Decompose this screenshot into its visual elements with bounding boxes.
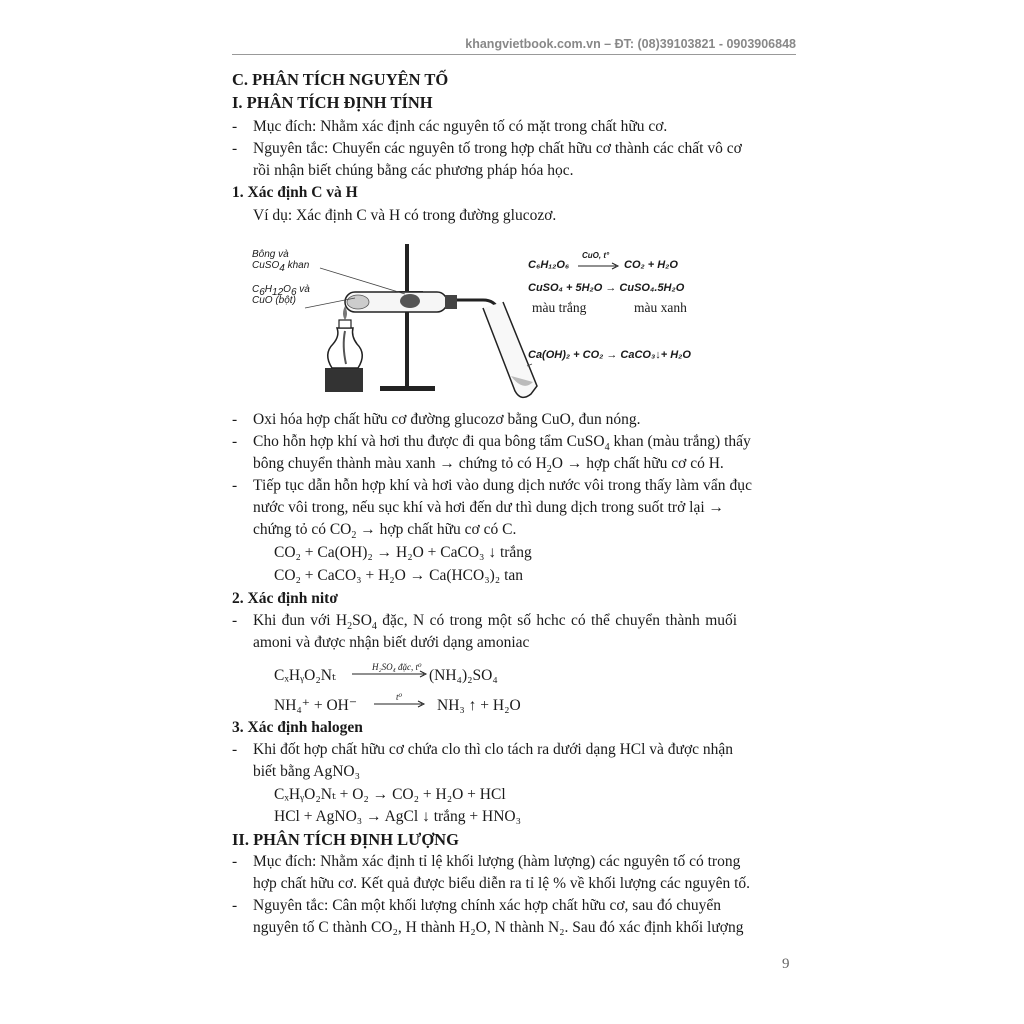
reaction-1-condition: CuO, t° (582, 251, 610, 260)
halogen-line-2: biết bằng AgNO₃ (253, 763, 361, 780)
nitrogen-line-1: Khi đun với $H_2SO_4$ đặc, N có trong một số hchc có thể chuyển thành muối (253, 612, 738, 633)
label-blue: màu xanh (634, 300, 687, 315)
gas-line-2: bông chuyển thành màu xanh → chứng tỏ có $H_2O$ → hợp chất hữu cơ có H. (253, 455, 724, 476)
burner-base (325, 368, 363, 392)
example-line: Ví dụ: Xác định C và H có trong đường glucozơ. (253, 207, 557, 224)
bullet-dash: - (232, 897, 238, 914)
quant-principle-2: nguyên tố C thành CO₂, H thành H₂O, N thành N₂. Sau đó xác định khối lượng (253, 919, 744, 936)
reaction-1-products: CO₂ + H₂O (624, 259, 678, 271)
equation-2: CO₂ + CaCO₃ + H₂O → Ca(HCO₃)₂ tan (274, 567, 523, 584)
lime-line-3: chứng tỏ có $CO_2$ → hợp chất hữu cơ có C. (253, 521, 517, 542)
bullet-dash: - (232, 433, 238, 450)
page-number: 9 (782, 956, 790, 972)
section-c-heading: C. PHÂN TÍCH NGUYÊN TỐ (232, 70, 449, 89)
reaction-2: CuSO₄ + 5H₂O → CuSO₄.5H₂O (528, 282, 685, 294)
section-i-heading: I. PHÂN TÍCH ĐỊNH TÍNH (232, 93, 433, 112)
quant-purpose-2: hợp chất hữu cơ. Kết quả được biểu diễn ra tỉ lệ % về khối lượng các nguyên tố. (253, 875, 751, 892)
nitrogen-eq-1-left: CₓHᵧO₂Nₜ (274, 667, 336, 684)
sample-mix (347, 295, 369, 309)
quant-principle-1: Nguyên tắc: Cân một khối lượng chính xác hợp chất hữu cơ, sau đó chuyển (253, 897, 721, 914)
cotton-cuso4 (400, 294, 420, 308)
principle-line-2: rồi nhận biết chúng bằng các phương pháp hóa học. (253, 162, 574, 179)
bullet-dash: - (232, 411, 238, 428)
page-header: khangvietbook.com.vn – ĐT: (08)39103821 - 0903906848 (465, 37, 796, 51)
equation-1: CO₂ + Ca(OH)₂ → H₂O + CaCO₃ ↓ trắng (274, 544, 532, 561)
nitrogen-line-2: amoni và được nhận biết dưới dạng amoniac (253, 634, 530, 651)
bullet-dash: - (232, 853, 238, 870)
subsection-2-heading: 2. Xác định nitơ (232, 590, 338, 607)
purpose-line: Mục đích: Nhằm xác định các nguyên tố có mặt trong chất hữu cơ. (253, 118, 668, 135)
lime-line-2: nước vôi trong, nếu sục khí và hơi đến dư thì dung dịch trong suốt trở lại → (253, 499, 725, 516)
nitrogen-eq-2-right: NH₃ ↑ + H₂O (437, 697, 521, 714)
nitrogen-eq-2-left: NH₄⁺ + OH⁻ (274, 697, 358, 714)
subsection-1-heading: 1. Xác định C và H (232, 184, 358, 201)
halogen-line-1: Khi đốt hợp chất hữu cơ chứa clo thì clo tách ra dưới dạng HCl và được nhận (253, 741, 734, 758)
stand-rod (405, 244, 409, 388)
nitrogen-eq-1-right: (NH₄)₂SO₄ (429, 667, 498, 684)
oxidation-line: Oxi hóa hợp chất hữu cơ đường glucozơ bằng CuO, đun nóng. (253, 411, 641, 428)
header-divider (232, 54, 796, 55)
reaction-1-reagent: C₆H₁₂O₆ (528, 259, 570, 271)
label-white: màu trắng (532, 300, 587, 315)
quant-purpose-1: Mục đích: Nhằm xác định tỉ lệ khối lượng (hàm lượng) các nguyên tố có trong (253, 853, 741, 870)
lime-line-1: Tiếp tục dẫn hỗn hợp khí và hơi vào dung dịch nước vôi trong thấy làm vẩn đục (253, 477, 753, 494)
halogen-equation-1: CₓHᵧO₂Nₜ + O₂ → CO₂ + H₂O + HCl (274, 786, 506, 803)
bullet-dash: - (232, 741, 238, 758)
nitrogen-eq-1-condition: H₂SO₄ đặc, t⁰ (372, 662, 422, 672)
reaction-1-arrow (578, 262, 620, 270)
principle-line-1: Nguyên tắc: Chuyển các nguyên tố trong hợp chất hữu cơ thành các chất vô cơ (253, 140, 742, 157)
label-cotton: Bông và CuSO$_4$ khan (252, 249, 310, 274)
gas-line-1: Cho hỗn hợp khí và hơi thu được đi qua bông tẩm CuSO$_4$ khan (màu trắng) thấy (253, 433, 751, 454)
stopper (445, 295, 457, 309)
nitrogen-eq-2-arrow (374, 700, 426, 708)
bullet-dash: - (232, 612, 238, 629)
subsection-3-heading: 3. Xác định halogen (232, 719, 363, 736)
nitrogen-eq-2-condition: t⁰ (396, 692, 403, 702)
label-sample: $C_6H_{12}O_6$ và CuO (bột) (252, 284, 310, 306)
halogen-equation-2: HCl + AgNO₃ → AgCl ↓ trắng + HNO₃ (274, 808, 522, 825)
reaction-3: Ca(OH)₂ + CO₂ → CaCO₃↓+ H₂O (528, 349, 691, 361)
nitrogen-eq-1-arrow (352, 670, 428, 678)
bullet-dash: - (232, 477, 238, 494)
bullet-dash: - (232, 140, 238, 157)
bullet-dash: - (232, 118, 238, 135)
section-ii-heading: II. PHÂN TÍCH ĐỊNH LƯỢNG (232, 830, 459, 849)
